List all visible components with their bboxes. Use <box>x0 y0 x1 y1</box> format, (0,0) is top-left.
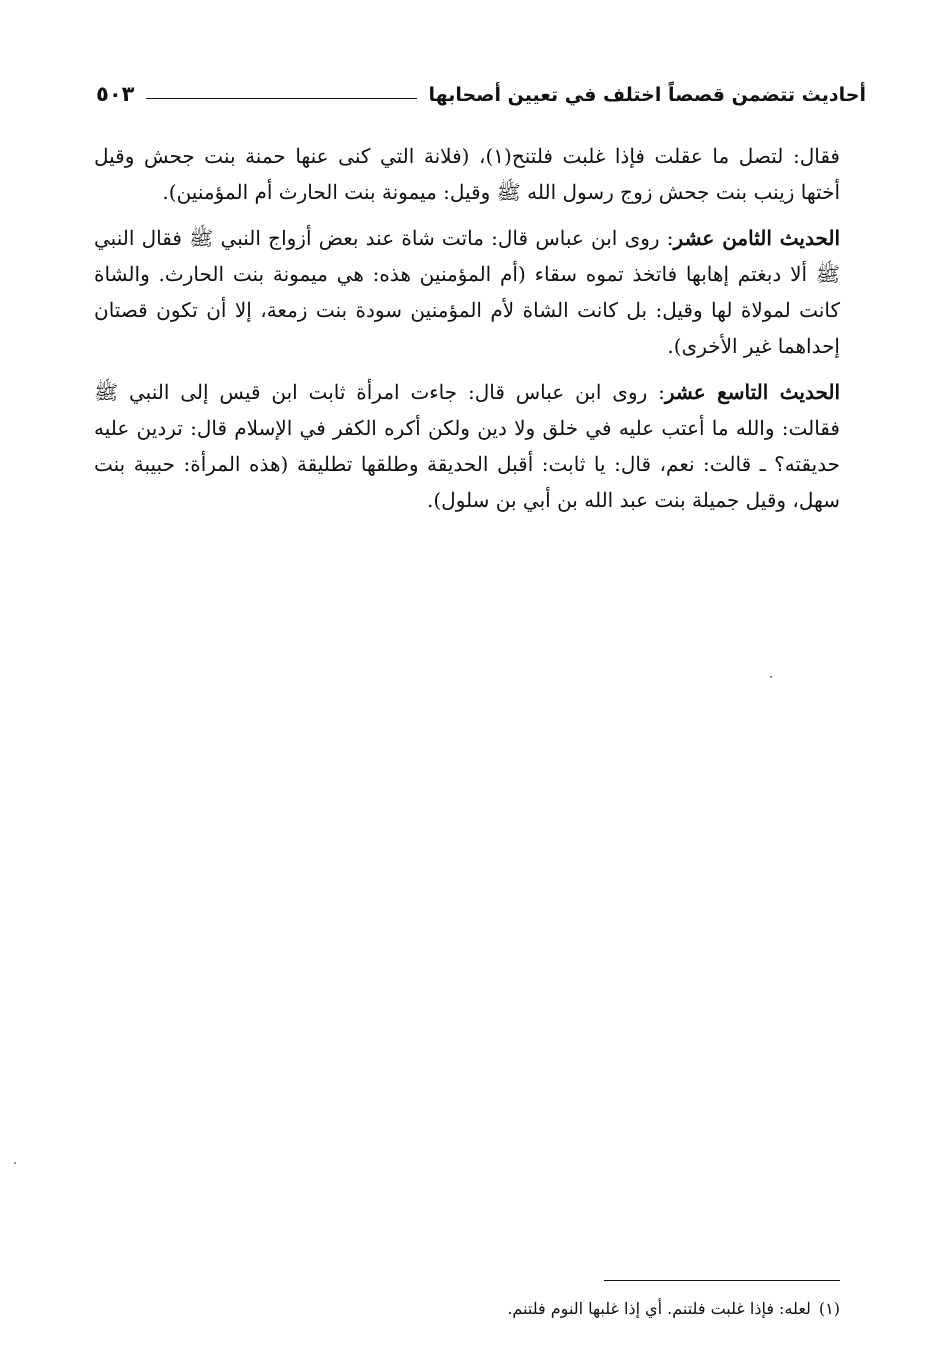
paragraph <box>94 220 840 364</box>
scan-speck <box>770 676 772 678</box>
running-header <box>96 70 866 106</box>
header-rule <box>146 98 416 99</box>
page-number: ٥٠٣ <box>96 82 135 106</box>
paragraph-text: : روى ابن عباس قال: ماتت شاة عند بعض أزواج النبي ﷺ فقال النبي ﷺ ألا دبغتم إهابها فاتخذ تموه سقاء (أم المؤمنين هذه: هي ميمونة بنت الحارث. والشاة كانت لمولاة لها وقيل: بل كانت الشاة لأم المؤمنين سودة بنت زمعة، إلا أن تكون قصتان إحداهما غير الأخرى). <box>94 226 840 358</box>
paragraph <box>94 138 840 210</box>
hadith-title: الحديث التاسع عشر <box>664 380 841 404</box>
scan-speck <box>14 1162 16 1164</box>
paragraph <box>94 374 840 518</box>
hadith-title: الحديث الثامن عشر <box>673 226 841 250</box>
paragraph-text: : روى ابن عباس قال: جاءت امرأة ثابت ابن قيس إلى النبي ﷺ فقالت: والله ما أعتب عليه في خلق ولا دين ولكن أكره الكفر في الإسلام قال: تردين عليه حديقته؟ ـ قالت: نعم، قال: يا ثابت: أقبل الحديقة وطلقها تطليقة (هذه المرأة: حبيبة بنت سهل، وقيل جميلة بنت عبد الله بن أبي بن سلول). <box>94 380 840 512</box>
paragraph-text: فقال: لتصل ما عقلت فإذا غلبت فلتنح(١)، (فلانة التي كنى عنها حمنة بنت جحش وقيل أختها زينب بنت جحش زوج رسول الله ﷺ وقيل: ميمونة بنت الحارث أم المؤمنين). <box>94 144 840 204</box>
footnote-rule <box>604 1280 840 1281</box>
footnote-text: لعله: فإذا غلبت فلتنم. أي إذا غلبها النوم فلتنم. <box>507 1299 811 1318</box>
footnote-marker: (١) <box>818 1299 840 1318</box>
running-title: أحاديث تتضمن قصصاً اختلف في تعيين أصحابها <box>428 84 866 106</box>
footnote <box>300 1296 840 1322</box>
body-text <box>94 138 840 528</box>
